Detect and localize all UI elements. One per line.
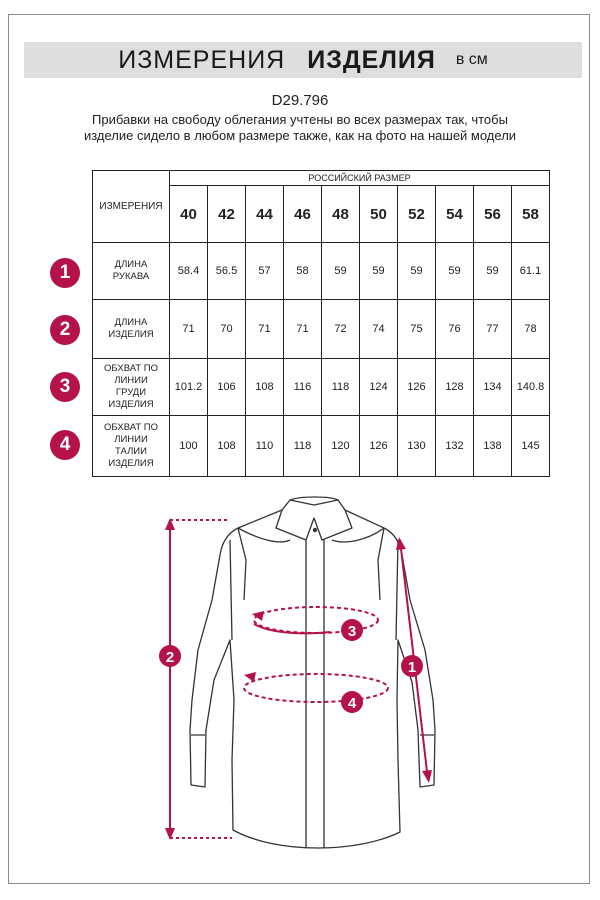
table-cell: 100 [170,416,208,477]
table-cell: 58.4 [170,243,208,300]
table-cell: 145 [512,416,550,477]
row-badge-2: 2 [50,315,80,345]
table-cell: 59 [322,243,360,300]
table-cell: 101.2 [170,359,208,416]
size-system-header: РОССИЙСКИЙ РАЗМЕР [170,171,550,186]
table-cell: 108 [246,359,284,416]
diagram-badge-3 [341,619,363,641]
row-label-line: ИЗДЕЛИЯ [108,329,154,340]
size-header-50: 50 [360,186,398,243]
table-cell: 132 [436,416,474,477]
size-header-56: 56 [474,186,512,243]
table-cell: 77 [474,300,512,359]
row-badge-3: 3 [50,372,80,402]
table-cell: 71 [170,300,208,359]
size-header-40: 40 [170,186,208,243]
measurement-lines [165,518,432,840]
row-label-line: ИЗДЕЛИЯ [108,399,154,410]
title-unit: в см [455,51,488,68]
diagram-badge-1 [401,655,423,677]
row-label-line: ДЛИНА [114,259,148,270]
table-cell: 140.8 [512,359,550,416]
table-cell: 71 [284,300,322,359]
table-cell: 59 [436,243,474,300]
title-product: ИЗДЕЛИЯ [307,45,436,74]
row-badge-4: 4 [50,430,80,460]
table-cell: 116 [284,359,322,416]
diagram-badge-4 [341,691,363,713]
table-cell: 75 [398,300,436,359]
row-badge-1: 1 [50,258,80,288]
diagram-badge-2 [159,645,181,667]
table-cell: 59 [474,243,512,300]
row-label-line: ЛИНИИ [114,375,148,386]
row-label-line: ОБХВАТ ПО [103,363,159,374]
waist-ellipse [244,674,388,702]
table-cell: 78 [512,300,550,359]
table-cell: 110 [246,416,284,477]
size-header-52: 52 [398,186,436,243]
size-header-54: 54 [436,186,474,243]
table-cell: 72 [322,300,360,359]
size-header-46: 46 [284,186,322,243]
title-measurements: ИЗМЕРЕНИЯ [118,45,286,74]
table-cell: 74 [360,300,398,359]
size-header-58: 58 [512,186,550,243]
row-label-line: ГРУДИ [115,387,147,398]
table-cell: 106 [208,359,246,416]
row-label-line: ИЗДЕЛИЯ [108,458,154,469]
table-cell: 56.5 [208,243,246,300]
table-cell: 118 [322,359,360,416]
table-cell: 138 [474,416,512,477]
table-cell: 134 [474,359,512,416]
table-cell: 124 [360,359,398,416]
row-label-line: ОБХВАТ ПО [103,422,159,433]
diagram-badge-2-label: 2 [165,649,175,666]
row-label-line: ДЛИНА [114,317,148,328]
fit-note: Прибавки на свободу облегания учтены во всех размерах так, чтобы изделие сидело в любом размере также, как на фото на нашей модели [83,112,517,143]
table-cell: 59 [398,243,436,300]
table-cell: 58 [284,243,322,300]
table-cell: 126 [398,359,436,416]
shirt-buttons [313,528,317,532]
row-label-line: ЛИНИИ [114,434,148,445]
table-cell: 59 [360,243,398,300]
table-cell: 61.1 [512,243,550,300]
size-header-44: 44 [246,186,284,243]
table-cell: 71 [246,300,284,359]
diagram-badge-4-label: 4 [347,695,357,712]
table-cell: 76 [436,300,474,359]
table-cell: 126 [360,416,398,477]
size-header-42: 42 [208,186,246,243]
size-header-48: 48 [322,186,360,243]
table-cell: 70 [208,300,246,359]
table-cell: 120 [322,416,360,477]
table-cell: 130 [398,416,436,477]
measure-header: ИЗМЕРЕНИЯ [93,171,170,243]
table-cell: 57 [246,243,284,300]
row-label-line: ТАЛИИ [115,446,147,457]
table-cell: 118 [284,416,322,477]
table-cell: 108 [208,416,246,477]
diagram-badge-3-label: 3 [347,623,357,640]
diagram-badge-1-label: 1 [407,659,417,676]
row-label-line: РУКАВА [112,271,150,282]
table-cell: 128 [436,359,474,416]
article-code: D29.796 [271,92,329,109]
